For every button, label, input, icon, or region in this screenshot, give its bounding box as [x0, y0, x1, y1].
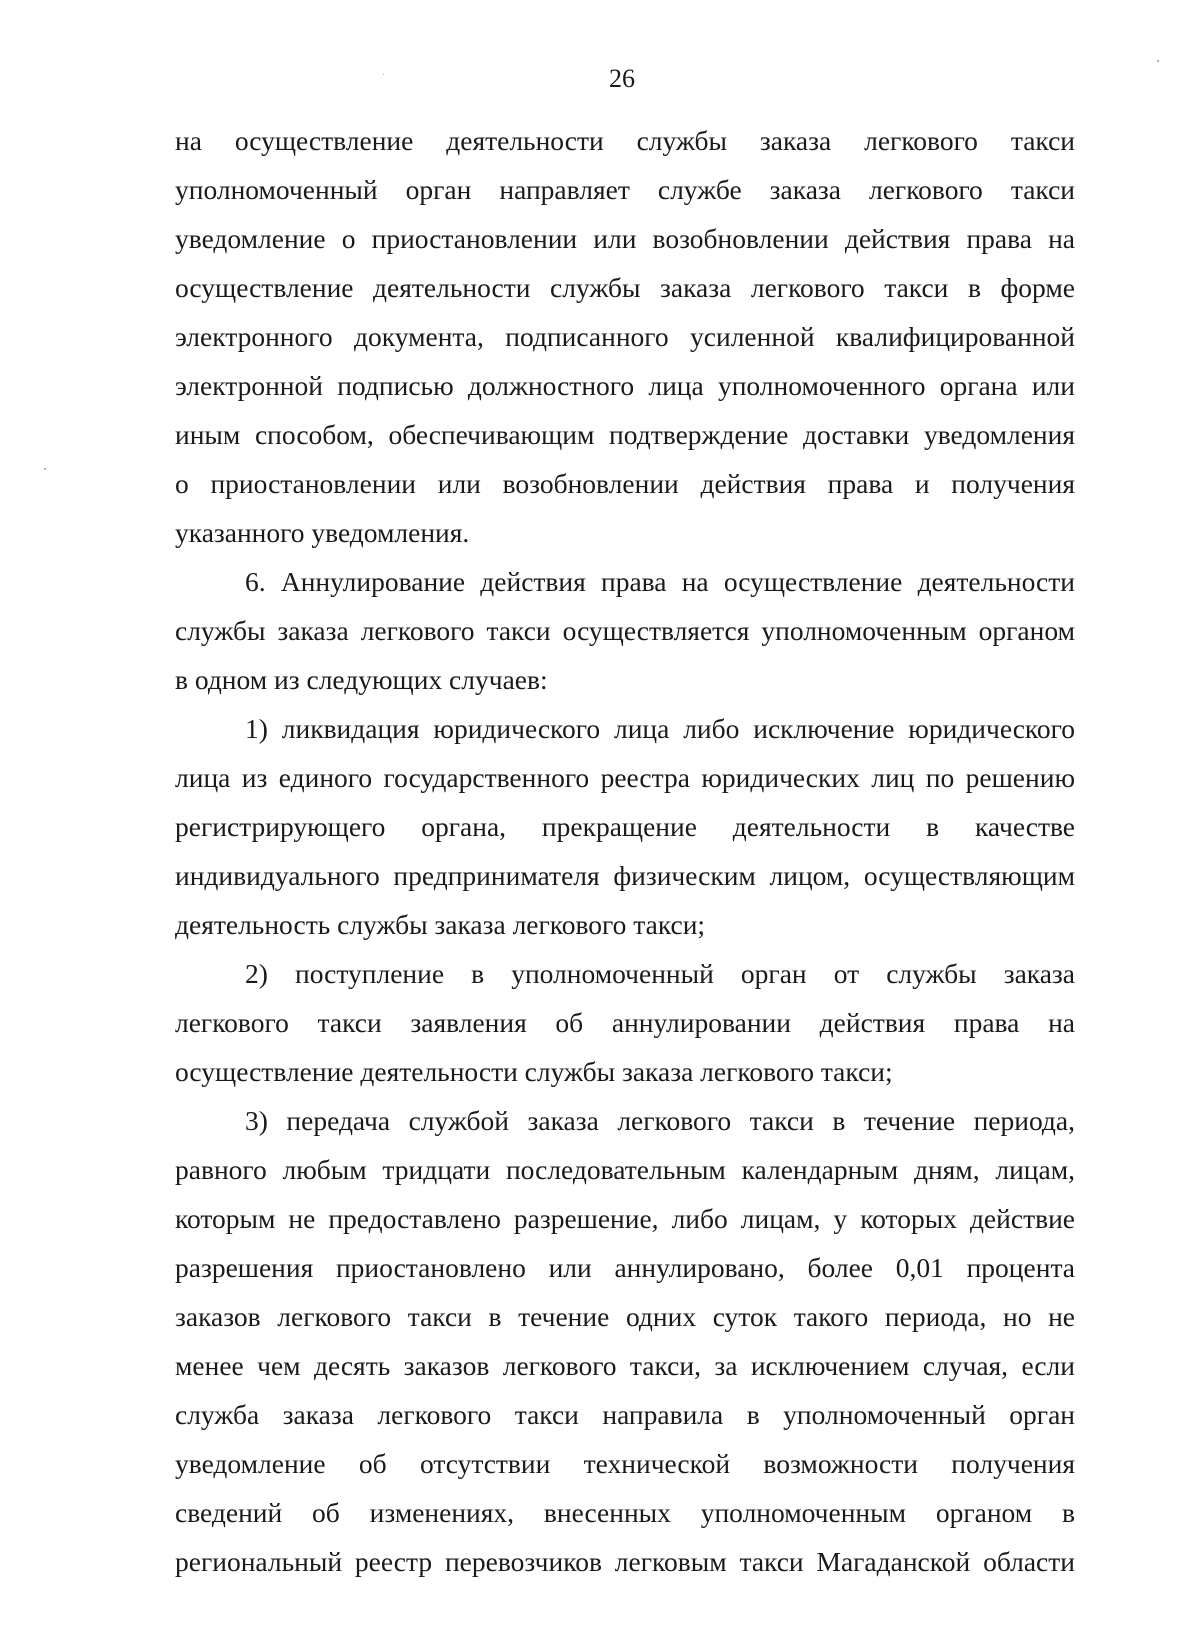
text-line: менее чем десять заказов легкового такси, за исключением случая, если: [175, 1350, 1075, 1381]
text-line: осуществление деятельности службы заказа легкового такси в форме: [175, 272, 1075, 303]
text-line: сведений об изменениях, внесенных уполномоченным органом в: [175, 1497, 1075, 1528]
text-line: легкового такси заявления об аннулировании действия права на: [175, 1007, 1075, 1038]
text-line: осуществление деятельности службы заказа легкового такси;: [175, 1056, 893, 1087]
scan-speck: [44, 468, 46, 470]
page-number: 26: [609, 64, 635, 93]
body-text: [175, 116, 1075, 1586]
text-line: 6. Аннулирование действия права на осуществление деятельности: [245, 566, 1075, 597]
text-line: иным способом, обеспечивающим подтверждение доставки уведомления: [175, 419, 1075, 450]
text-line: уполномоченный орган направляет службе заказа легкового такси: [175, 174, 1075, 205]
text-line: региональный реестр перевозчиков легковым такси Магаданской области: [175, 1546, 1075, 1577]
text-line: на осуществление деятельности службы заказа легкового такси: [175, 125, 1075, 156]
text-line: лица из единого государственного реестра юридических лиц по решению: [175, 762, 1075, 793]
text-line: регистрирующего органа, прекращение деятельности в качестве: [175, 811, 1075, 842]
text-line: равного любым тридцати последовательным календарным дням, лицам,: [175, 1154, 1075, 1185]
text-line: деятельность службы заказа легкового такси;: [175, 909, 706, 940]
text-line: уведомление об отсутствии технической возможности получения: [175, 1448, 1075, 1479]
text-line: индивидуального предпринимателя физическим лицом, осуществляющим: [175, 860, 1075, 891]
text-line: которым не предоставлено разрешение, либо лицам, у которых действие: [175, 1203, 1075, 1234]
text-line: служба заказа легкового такси направила в уполномоченный орган: [175, 1399, 1075, 1430]
scan-speck: [1157, 60, 1159, 62]
text-line: электронной подписью должностного лица уполномоченного органа или: [175, 370, 1075, 401]
text-line: заказов легкового такси в течение одних суток такого периода, но не: [175, 1301, 1075, 1332]
text-line: 2) поступление в уполномоченный орган от службы заказа: [245, 958, 1075, 989]
text-line: уведомление о приостановлении или возобновлении действия права на: [175, 223, 1075, 254]
text-line: в одном из следующих случаев:: [175, 664, 548, 695]
text-line: указанного уведомления.: [175, 517, 470, 548]
text-line: разрешения приостановлено или аннулировано, более 0,01 процента: [175, 1252, 1075, 1283]
text-line: о приостановлении или возобновлении действия права и получения: [175, 468, 1075, 499]
text-line: 1) ликвидация юридического лица либо исключение юридического: [245, 713, 1075, 744]
text-line: службы заказа легкового такси осуществляется уполномоченным органом: [175, 615, 1075, 646]
text-line: 3) передача службой заказа легкового такси в течение периода,: [245, 1105, 1075, 1136]
scan-speck: [383, 74, 384, 75]
text-line: электронного документа, подписанного усиленной квалифицированной: [175, 321, 1075, 352]
